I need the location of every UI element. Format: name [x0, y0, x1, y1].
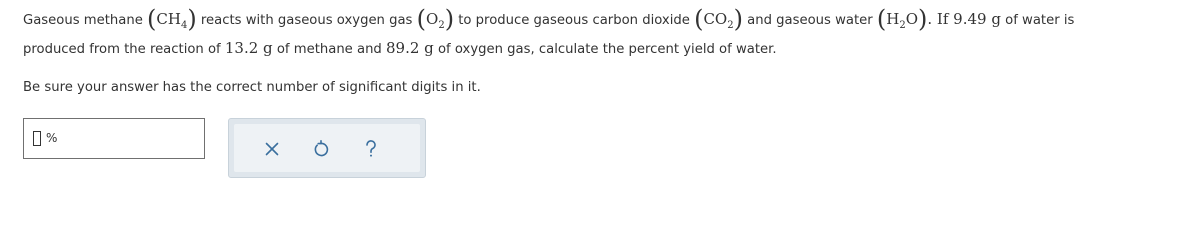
question-line-1 — [23, 4, 1074, 38]
clear-button[interactable] — [261, 138, 283, 160]
close-paren: ) — [733, 5, 743, 33]
undo-icon — [313, 140, 329, 158]
open-paren: ( — [147, 5, 157, 33]
water-mass: 9.49 g — [953, 10, 1001, 28]
open-paren: ( — [876, 5, 887, 33]
answer-toolbar — [228, 118, 426, 178]
co2-formula: $CO_2$ — [703, 10, 734, 31]
oxygen-mass: 89.2 g — [386, 39, 434, 57]
text-segment: reacts with gaseous oxygen gas — [196, 13, 417, 28]
oxygen-formula: $O_2$ — [426, 10, 445, 31]
text-segment: and gaseous water — [742, 13, 877, 28]
sig-figs-instruction: Be sure your answer has the correct number of significant digits in it. — [23, 80, 481, 95]
answer-input[interactable] — [33, 131, 41, 146]
methane-mass: 13.2 g — [224, 39, 273, 57]
text-segment: to produce gaseous carbon dioxide — [454, 13, 695, 28]
percent-unit-label: % — [46, 131, 58, 145]
water-formula: $H_2O$ — [886, 10, 919, 31]
open-paren: ( — [694, 5, 704, 33]
question-mark-icon — [364, 140, 378, 158]
text-segment: . If — [927, 10, 954, 28]
toolbar-inner — [234, 124, 420, 172]
undo-button[interactable] — [310, 138, 332, 160]
open-paren: ( — [416, 5, 426, 33]
answer-box[interactable] — [23, 118, 205, 159]
text-segment: of methane and — [272, 42, 386, 57]
question-line-2 — [23, 36, 777, 62]
text-segment: produced from the reaction of — [23, 42, 225, 57]
text-segment: of oxygen gas, calculate the percent yield of water. — [433, 42, 777, 57]
close-paren: ) — [187, 5, 197, 33]
x-icon — [265, 142, 279, 156]
close-paren: ) — [918, 5, 928, 33]
text-segment: Gaseous methane — [23, 13, 148, 28]
methane-formula: $CH_4$ — [156, 10, 188, 31]
help-button[interactable] — [360, 138, 382, 160]
text-segment: of water is — [1000, 13, 1075, 28]
close-paren: ) — [444, 5, 455, 33]
